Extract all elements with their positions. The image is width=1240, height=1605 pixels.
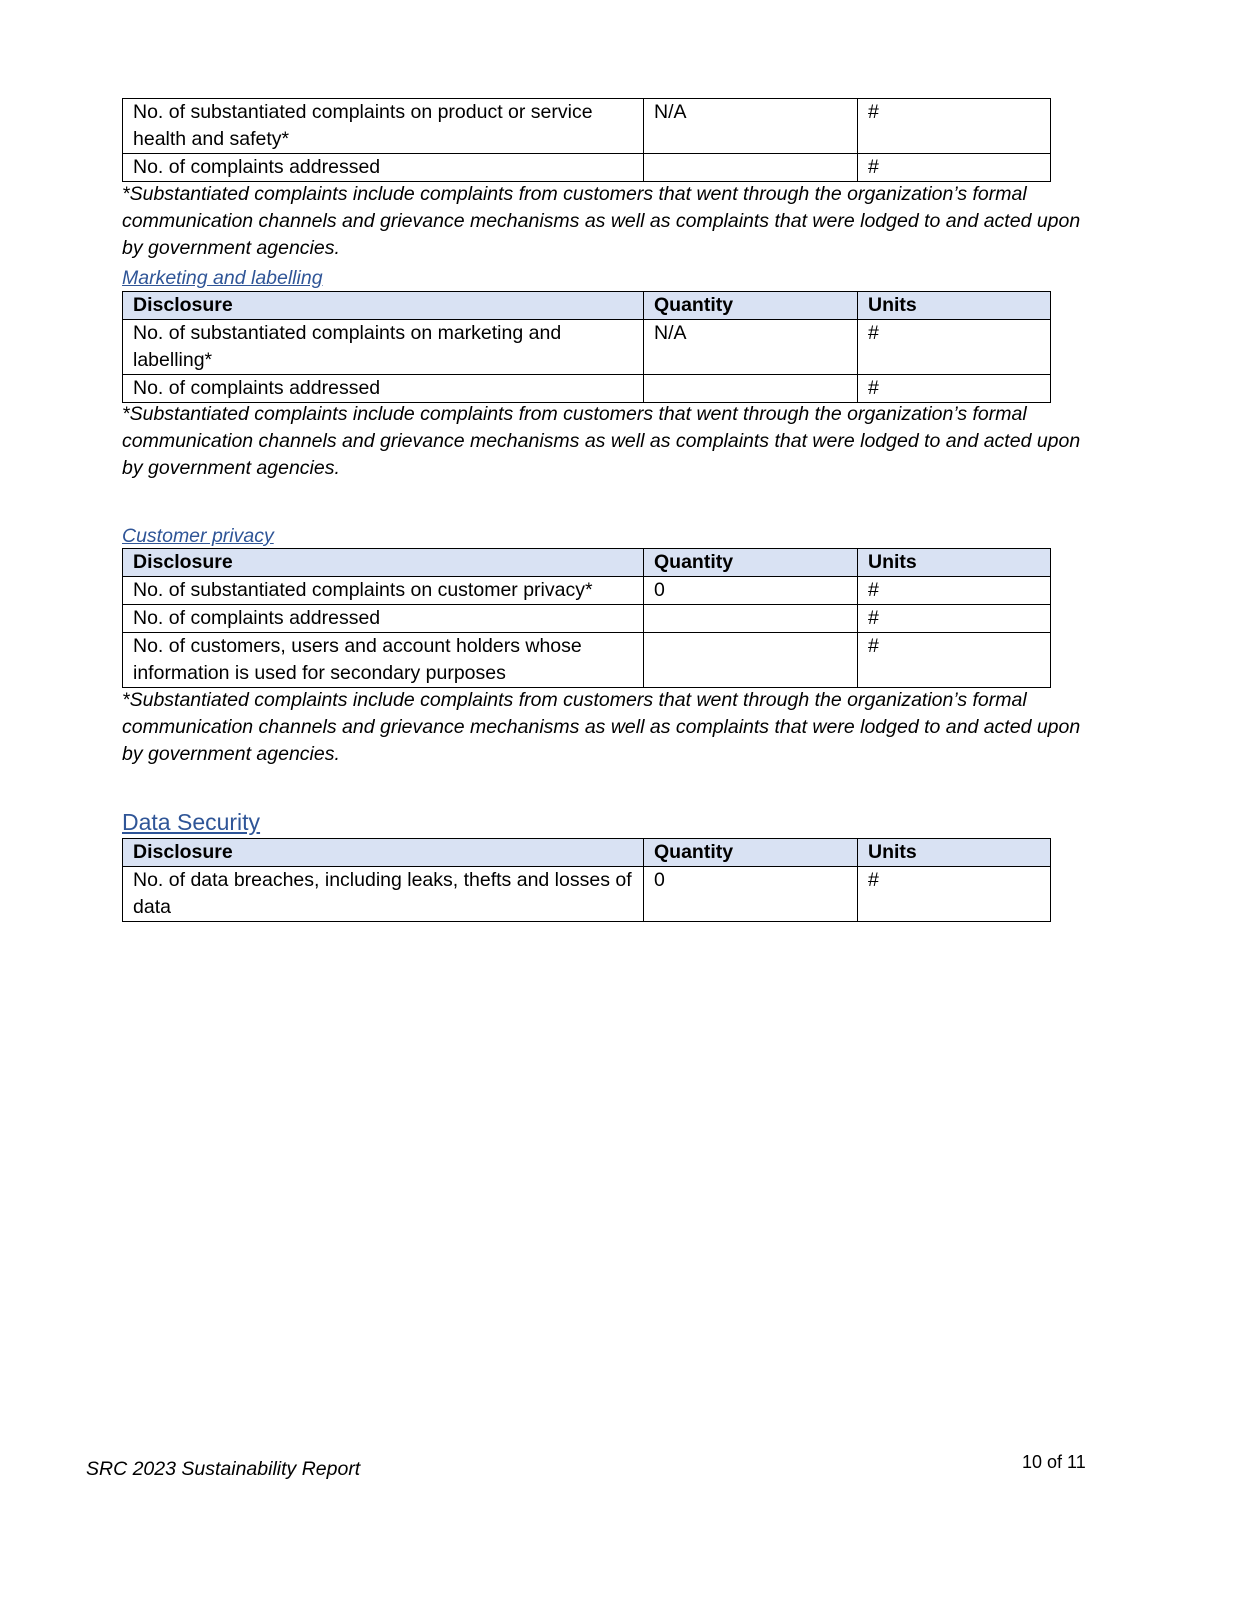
quantity-cell bbox=[644, 605, 858, 633]
data-security-heading: Data Security bbox=[122, 809, 261, 835]
units-cell: # bbox=[858, 867, 1051, 922]
footnote: *Substantiated complaints include complaints from customers that went through the organization’s formal communication channels and grievance mechanisms as well as complaints that were lodged to and acted upon by government agencies. bbox=[122, 403, 1081, 479]
units-header: Units bbox=[858, 839, 1051, 867]
units-cell: # bbox=[858, 605, 1051, 633]
disclosure-cell: No. of substantiated complaints on product or service health and safety* bbox=[123, 99, 644, 154]
quantity-header: Quantity bbox=[644, 839, 858, 867]
disclosure-cell: No. of substantiated complaints on marketing and labelling* bbox=[123, 320, 644, 375]
units-header: Units bbox=[858, 549, 1051, 577]
disclosure-cell: No. of complaints addressed bbox=[123, 605, 644, 633]
disclosure-header: Disclosure bbox=[123, 549, 644, 577]
disclosure-cell: No. of complaints addressed bbox=[123, 154, 644, 182]
footnote: *Substantiated complaints include complaints from customers that went through the organization’s formal communication channels and grievance mechanisms as well as complaints that were lodged to and acted upon by government agencies. bbox=[122, 689, 1081, 765]
marketing-table bbox=[122, 291, 1051, 403]
quantity-header: Quantity bbox=[644, 292, 858, 320]
quantity-cell: 0 bbox=[644, 577, 858, 605]
units-cell: # bbox=[858, 320, 1051, 375]
footnote: *Substantiated complaints include complaints from customers that went through the organization’s formal communication channels and grievance mechanisms as well as complaints that were lodged to and acted upon by government agencies. bbox=[122, 183, 1081, 259]
units-cell: # bbox=[858, 154, 1051, 182]
disclosure-header: Disclosure bbox=[123, 839, 644, 867]
table-row bbox=[123, 633, 1051, 688]
quantity-cell bbox=[644, 633, 858, 688]
footer-report-title: SRC 2023 Sustainability Report bbox=[86, 1458, 361, 1480]
table-row bbox=[123, 99, 1051, 154]
marketing-heading: Marketing and labelling bbox=[122, 267, 323, 289]
privacy-heading: Customer privacy bbox=[122, 525, 274, 547]
quantity-cell: 0 bbox=[644, 867, 858, 922]
table-header-row bbox=[123, 549, 1051, 577]
units-cell: # bbox=[858, 375, 1051, 403]
table-row bbox=[123, 154, 1051, 182]
disclosure-cell: No. of substantiated complaints on customer privacy* bbox=[123, 577, 644, 605]
table-header-row bbox=[123, 292, 1051, 320]
table-row bbox=[123, 375, 1051, 403]
data-security-table bbox=[122, 838, 1051, 922]
quantity-cell: N/A bbox=[644, 320, 858, 375]
units-cell: # bbox=[858, 633, 1051, 688]
disclosure-header: Disclosure bbox=[123, 292, 644, 320]
disclosure-cell: No. of customers, users and account holders whose information is used for secondary purposes bbox=[123, 633, 644, 688]
table-row bbox=[123, 577, 1051, 605]
units-cell: # bbox=[858, 577, 1051, 605]
units-cell: # bbox=[858, 99, 1051, 154]
page-number: 10 of 11 bbox=[1022, 1452, 1086, 1472]
privacy-table bbox=[122, 548, 1051, 688]
disclosure-cell: No. of data breaches, including leaks, thefts and losses of data bbox=[123, 867, 644, 922]
table-row bbox=[123, 605, 1051, 633]
table-row bbox=[123, 867, 1051, 922]
table-header-row bbox=[123, 839, 1051, 867]
disclosure-cell: No. of complaints addressed bbox=[123, 375, 644, 403]
quantity-cell bbox=[644, 375, 858, 403]
health-safety-table bbox=[122, 98, 1051, 182]
table-row bbox=[123, 320, 1051, 375]
quantity-cell bbox=[644, 154, 858, 182]
quantity-header: Quantity bbox=[644, 549, 858, 577]
units-header: Units bbox=[858, 292, 1051, 320]
quantity-cell: N/A bbox=[644, 99, 858, 154]
